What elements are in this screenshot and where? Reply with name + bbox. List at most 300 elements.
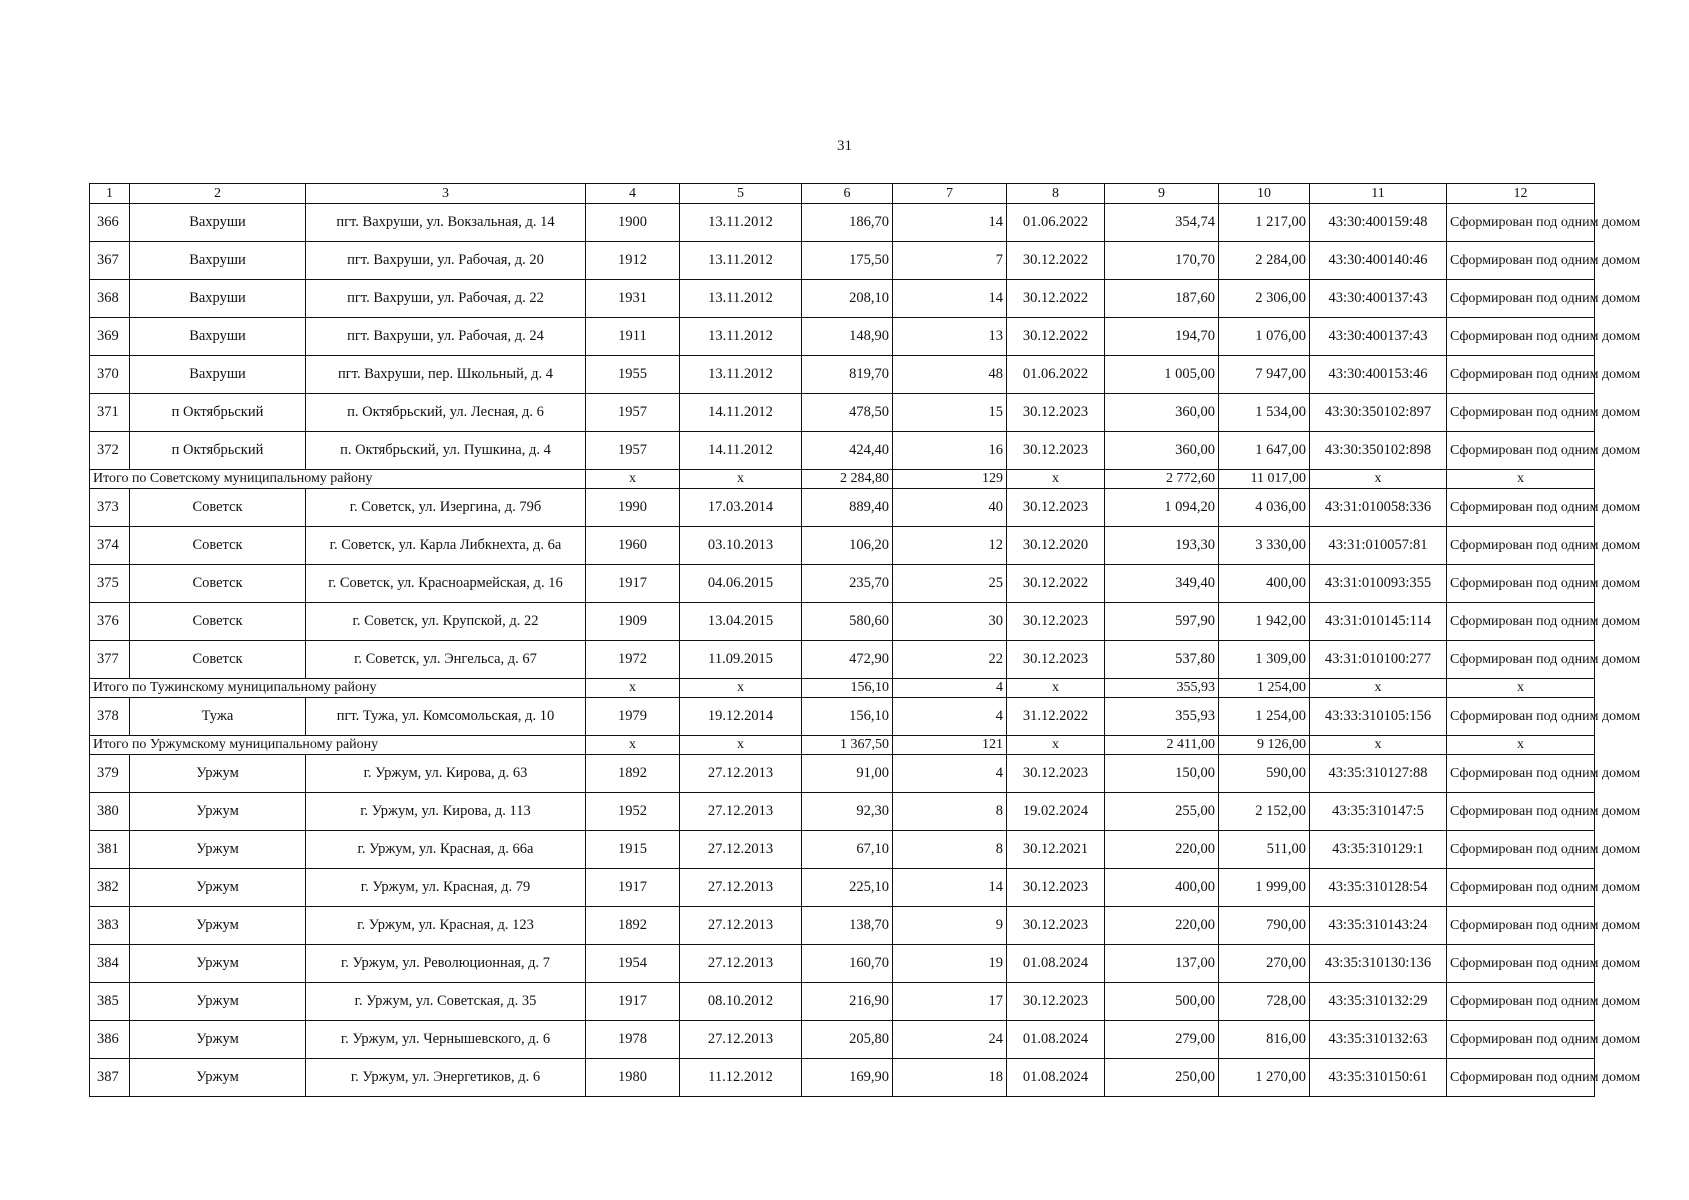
table-cell: 43:30:350102:897	[1310, 394, 1447, 432]
status-cell: Сформирован под одним домом	[1447, 432, 1595, 470]
table-cell: 2 284,00	[1219, 242, 1310, 280]
table-cell: 1912	[586, 242, 680, 280]
status-cell: Сформирован под одним домом	[1447, 565, 1595, 603]
table-cell: 1931	[586, 280, 680, 318]
table-row	[90, 565, 1595, 603]
table-cell: 1892	[586, 907, 680, 945]
table-cell: 27.12.2013	[680, 1021, 802, 1059]
total-cell: х	[586, 470, 680, 489]
table-cell: 511,00	[1219, 831, 1310, 869]
table-cell: 1979	[586, 698, 680, 736]
column-header: 12	[1447, 184, 1595, 204]
table-cell: 43:31:010058:336	[1310, 489, 1447, 527]
table-row	[90, 242, 1595, 280]
table-cell: 30.12.2023	[1007, 907, 1105, 945]
table-cell: 67,10	[802, 831, 893, 869]
table-cell: 1 942,00	[1219, 603, 1310, 641]
table-cell: 8	[893, 793, 1007, 831]
table-cell: 376	[90, 603, 130, 641]
table-cell: 478,50	[802, 394, 893, 432]
status-cell: Сформирован под одним домом	[1447, 945, 1595, 983]
table-cell: 30.12.2022	[1007, 565, 1105, 603]
table-cell: 1978	[586, 1021, 680, 1059]
table-cell: 208,10	[802, 280, 893, 318]
table-cell: 1 534,00	[1219, 394, 1310, 432]
table-cell: Советск	[130, 641, 306, 679]
table-row	[90, 394, 1595, 432]
table-cell: 43:35:310147:5	[1310, 793, 1447, 831]
table-cell: 3 330,00	[1219, 527, 1310, 565]
table-cell: 1 999,00	[1219, 869, 1310, 907]
table-cell: 1972	[586, 641, 680, 679]
total-cell: 2 284,80	[802, 470, 893, 489]
table-cell: 186,70	[802, 204, 893, 242]
table-cell: 1 076,00	[1219, 318, 1310, 356]
table-cell: 819,70	[802, 356, 893, 394]
table-cell: 43:31:010100:277	[1310, 641, 1447, 679]
table-cell: 366	[90, 204, 130, 242]
table-cell: 01.08.2024	[1007, 1059, 1105, 1097]
table-cell: 4	[893, 698, 1007, 736]
table-cell: 30.12.2023	[1007, 489, 1105, 527]
table-cell: 91,00	[802, 755, 893, 793]
table-cell: 1 270,00	[1219, 1059, 1310, 1097]
table-cell: 43:30:350102:898	[1310, 432, 1447, 470]
table-cell: 349,40	[1105, 565, 1219, 603]
table-cell: 43:30:400137:43	[1310, 280, 1447, 318]
table-row	[90, 907, 1595, 945]
table-cell: 597,90	[1105, 603, 1219, 641]
table-cell: 250,00	[1105, 1059, 1219, 1097]
table-row	[90, 793, 1595, 831]
table-cell: г. Уржум, ул. Кирова, д. 113	[306, 793, 586, 831]
table-cell: Советск	[130, 527, 306, 565]
table-cell: 380	[90, 793, 130, 831]
table-cell: 187,60	[1105, 280, 1219, 318]
table-cell: 370	[90, 356, 130, 394]
table-cell: 385	[90, 983, 130, 1021]
table-cell: 1 647,00	[1219, 432, 1310, 470]
table-row	[90, 641, 1595, 679]
table-cell: 1 005,00	[1105, 356, 1219, 394]
table-cell: п. Октябрьский, ул. Лесная, д. 6	[306, 394, 586, 432]
column-header: 3	[306, 184, 586, 204]
table-cell: 01.06.2022	[1007, 204, 1105, 242]
table-cell: пгт. Вахруши, ул. Рабочая, д. 22	[306, 280, 586, 318]
table-cell: 13.11.2012	[680, 356, 802, 394]
table-cell: г. Советск, ул. Изергина, д. 79б	[306, 489, 586, 527]
table-cell: 11.12.2012	[680, 1059, 802, 1097]
table-cell: 04.06.2015	[680, 565, 802, 603]
total-cell: х	[680, 736, 802, 755]
district-total-label: Итого по Советскому муниципальному району	[90, 470, 586, 489]
table-cell: 14	[893, 204, 1007, 242]
total-cell: х	[1007, 736, 1105, 755]
table-cell: Уржум	[130, 755, 306, 793]
status-cell: Сформирован под одним домом	[1447, 356, 1595, 394]
total-cell: х	[1447, 736, 1595, 755]
table-cell: пгт. Вахруши, ул. Рабочая, д. 24	[306, 318, 586, 356]
table-cell: Советск	[130, 565, 306, 603]
status-cell: Сформирован под одним домом	[1447, 641, 1595, 679]
table-cell: 25	[893, 565, 1007, 603]
table-cell: 1955	[586, 356, 680, 394]
table-cell: 17.03.2014	[680, 489, 802, 527]
table-cell: Уржум	[130, 831, 306, 869]
table-cell: 1909	[586, 603, 680, 641]
table-cell: 1 254,00	[1219, 698, 1310, 736]
table-row	[90, 831, 1595, 869]
table-cell: 371	[90, 394, 130, 432]
table-cell: 14.11.2012	[680, 432, 802, 470]
table-cell: 13.11.2012	[680, 204, 802, 242]
table-body	[90, 184, 1641, 1097]
table-row	[90, 1021, 1595, 1059]
table-cell: 19.12.2014	[680, 698, 802, 736]
table-cell: 30.12.2023	[1007, 755, 1105, 793]
status-cell: Сформирован под одним домом	[1447, 869, 1595, 907]
total-cell: 4	[893, 679, 1007, 698]
column-header: 6	[802, 184, 893, 204]
table-cell: 43:31:010057:81	[1310, 527, 1447, 565]
total-cell: 2 411,00	[1105, 736, 1219, 755]
table-cell: 160,70	[802, 945, 893, 983]
table-cell: 30.12.2023	[1007, 394, 1105, 432]
table-cell: 30.12.2023	[1007, 603, 1105, 641]
table-row	[90, 603, 1595, 641]
table-cell: 18	[893, 1059, 1007, 1097]
table-cell: г. Уржум, ул. Революционная, д. 7	[306, 945, 586, 983]
table-cell: 43:35:310132:63	[1310, 1021, 1447, 1059]
table-cell: Вахруши	[130, 204, 306, 242]
table-row	[90, 869, 1595, 907]
table-cell: 17	[893, 983, 1007, 1021]
table-cell: Советск	[130, 489, 306, 527]
table-cell: 537,80	[1105, 641, 1219, 679]
table-cell: 372	[90, 432, 130, 470]
table-cell: 27.12.2013	[680, 945, 802, 983]
table-cell: 472,90	[802, 641, 893, 679]
column-header: 11	[1310, 184, 1447, 204]
table-cell: 1957	[586, 432, 680, 470]
table-row	[90, 280, 1595, 318]
table-cell: 16	[893, 432, 1007, 470]
table-cell: 1952	[586, 793, 680, 831]
table-cell: 14.11.2012	[680, 394, 802, 432]
table-cell: 354,74	[1105, 204, 1219, 242]
table-cell: 01.08.2024	[1007, 945, 1105, 983]
table-cell: г. Советск, ул. Энгельса, д. 67	[306, 641, 586, 679]
column-header: 4	[586, 184, 680, 204]
total-cell: х	[1447, 470, 1595, 489]
total-cell: х	[586, 736, 680, 755]
table-cell: 378	[90, 698, 130, 736]
table-cell: 1954	[586, 945, 680, 983]
table-cell: 137,00	[1105, 945, 1219, 983]
total-cell: х	[1310, 679, 1447, 698]
table-cell: 43:30:400137:43	[1310, 318, 1447, 356]
total-cell: 129	[893, 470, 1007, 489]
table-cell: г. Уржум, ул. Кирова, д. 63	[306, 755, 586, 793]
table-cell: 14	[893, 280, 1007, 318]
table-cell: 03.10.2013	[680, 527, 802, 565]
table-cell: 43:31:010145:114	[1310, 603, 1447, 641]
district-total-row	[90, 679, 1595, 698]
table-cell: 1911	[586, 318, 680, 356]
status-cell: Сформирован под одним домом	[1447, 280, 1595, 318]
table-cell: 43:30:400140:46	[1310, 242, 1447, 280]
status-cell: Сформирован под одним домом	[1447, 204, 1595, 242]
status-cell: Сформирован под одним домом	[1447, 907, 1595, 945]
table-cell: 386	[90, 1021, 130, 1059]
table-cell: 30.12.2023	[1007, 641, 1105, 679]
table-cell: 235,70	[802, 565, 893, 603]
table-cell: п Октябрьский	[130, 432, 306, 470]
district-total-label: Итого по Уржумскому муниципальному району	[90, 736, 586, 755]
table-cell: 367	[90, 242, 130, 280]
table-cell: 255,00	[1105, 793, 1219, 831]
table-cell: 11.09.2015	[680, 641, 802, 679]
status-cell: Сформирован под одним домом	[1447, 527, 1595, 565]
column-header: 9	[1105, 184, 1219, 204]
table-cell: 43:31:010093:355	[1310, 565, 1447, 603]
table-row	[90, 1059, 1595, 1097]
total-cell: 1 367,50	[802, 736, 893, 755]
table-cell: Уржум	[130, 869, 306, 907]
table-cell: 374	[90, 527, 130, 565]
table-cell: 92,30	[802, 793, 893, 831]
table-cell: 205,80	[802, 1021, 893, 1059]
total-cell: 9 126,00	[1219, 736, 1310, 755]
table-cell: 2 152,00	[1219, 793, 1310, 831]
table-cell: Вахруши	[130, 356, 306, 394]
status-cell: Сформирован под одним домом	[1447, 1021, 1595, 1059]
total-cell: 156,10	[802, 679, 893, 698]
table-cell: 379	[90, 755, 130, 793]
total-cell: х	[586, 679, 680, 698]
table-cell: 43:30:400159:48	[1310, 204, 1447, 242]
table-cell: 216,90	[802, 983, 893, 1021]
table-cell: 889,40	[802, 489, 893, 527]
table-cell: 170,70	[1105, 242, 1219, 280]
table-cell: г. Уржум, ул. Чернышевского, д. 6	[306, 1021, 586, 1059]
district-total-row	[90, 470, 1595, 489]
total-cell: х	[1310, 736, 1447, 755]
table-cell: 8	[893, 831, 1007, 869]
table-cell: 43:35:310130:136	[1310, 945, 1447, 983]
column-header: 5	[680, 184, 802, 204]
table-cell: 30	[893, 603, 1007, 641]
total-cell: 355,93	[1105, 679, 1219, 698]
table-cell: Советск	[130, 603, 306, 641]
table-cell: 43:35:310150:61	[1310, 1059, 1447, 1097]
table-cell: 387	[90, 1059, 130, 1097]
table-cell: 27.12.2013	[680, 755, 802, 793]
table-cell: 1917	[586, 983, 680, 1021]
table-cell: г. Уржум, ул. Энергетиков, д. 6	[306, 1059, 586, 1097]
total-cell: х	[680, 679, 802, 698]
table-cell: 1960	[586, 527, 680, 565]
table-row	[90, 755, 1595, 793]
table-cell: 13.11.2012	[680, 242, 802, 280]
table-cell: 1900	[586, 204, 680, 242]
status-cell: Сформирован под одним домом	[1447, 489, 1595, 527]
table-cell: 383	[90, 907, 130, 945]
column-header: 10	[1219, 184, 1310, 204]
status-cell: Сформирован под одним домом	[1447, 394, 1595, 432]
table-cell: 1 094,20	[1105, 489, 1219, 527]
district-total-label: Итого по Тужинскому муниципальному району	[90, 679, 586, 698]
table-cell: 48	[893, 356, 1007, 394]
table-cell: 194,70	[1105, 318, 1219, 356]
table-cell: 384	[90, 945, 130, 983]
table-cell: Вахруши	[130, 318, 306, 356]
table-cell: 27.12.2013	[680, 907, 802, 945]
total-cell: х	[1007, 470, 1105, 489]
table-cell: г. Советск, ул. Красноармейская, д. 16	[306, 565, 586, 603]
table-cell: Вахруши	[130, 280, 306, 318]
table-cell: 4	[893, 755, 1007, 793]
table-cell: 27.12.2013	[680, 869, 802, 907]
table-cell: 590,00	[1219, 755, 1310, 793]
table-cell: 7	[893, 242, 1007, 280]
table-cell: 377	[90, 641, 130, 679]
table-cell: 369	[90, 318, 130, 356]
column-header: 7	[893, 184, 1007, 204]
status-cell: Сформирован под одним домом	[1447, 698, 1595, 736]
table-cell: 2 306,00	[1219, 280, 1310, 318]
status-cell: Сформирован под одним домом	[1447, 983, 1595, 1021]
table-cell: п. Октябрьский, ул. Пушкина, д. 4	[306, 432, 586, 470]
table-cell: 43:30:400153:46	[1310, 356, 1447, 394]
table-cell: 373	[90, 489, 130, 527]
table-cell: 270,00	[1219, 945, 1310, 983]
table-cell: 43:35:310127:88	[1310, 755, 1447, 793]
table-cell: 30.12.2020	[1007, 527, 1105, 565]
total-cell: 11 017,00	[1219, 470, 1310, 489]
table-row	[90, 356, 1595, 394]
table-cell: 13.11.2012	[680, 280, 802, 318]
table-row	[90, 432, 1595, 470]
table-cell: 12	[893, 527, 1007, 565]
table-cell: 220,00	[1105, 907, 1219, 945]
table-row	[90, 698, 1595, 736]
table-cell: 15	[893, 394, 1007, 432]
column-header: 8	[1007, 184, 1105, 204]
table-cell: Уржум	[130, 907, 306, 945]
table-cell: 43:35:310129:1	[1310, 831, 1447, 869]
table-cell: 13.11.2012	[680, 318, 802, 356]
table-cell: 1957	[586, 394, 680, 432]
table-cell: г. Уржум, ул. Советская, д. 35	[306, 983, 586, 1021]
table-cell: 1915	[586, 831, 680, 869]
table-cell: 279,00	[1105, 1021, 1219, 1059]
table-cell: 1 309,00	[1219, 641, 1310, 679]
table-cell: 30.12.2021	[1007, 831, 1105, 869]
table-cell: 1917	[586, 869, 680, 907]
table-cell: 19	[893, 945, 1007, 983]
status-cell: Сформирован под одним домом	[1447, 831, 1595, 869]
table-row	[90, 527, 1595, 565]
table-row	[90, 983, 1595, 1021]
table-cell: 30.12.2022	[1007, 242, 1105, 280]
table-cell: 175,50	[802, 242, 893, 280]
total-cell: 2 772,60	[1105, 470, 1219, 489]
table-cell: 43:35:310132:29	[1310, 983, 1447, 1021]
table-row	[90, 204, 1595, 242]
table-cell: Уржум	[130, 945, 306, 983]
table-cell: 193,30	[1105, 527, 1219, 565]
table-cell: 150,00	[1105, 755, 1219, 793]
table-cell: 728,00	[1219, 983, 1310, 1021]
table-cell: 375	[90, 565, 130, 603]
table-cell: г. Советск, ул. Карла Либкнехта, д. 6а	[306, 527, 586, 565]
status-cell: Сформирован под одним домом	[1447, 318, 1595, 356]
table-cell: 169,90	[802, 1059, 893, 1097]
table-cell: 4 036,00	[1219, 489, 1310, 527]
table-cell: 30.12.2022	[1007, 318, 1105, 356]
table-cell: Вахруши	[130, 242, 306, 280]
table-cell: 30.12.2023	[1007, 432, 1105, 470]
table-row	[90, 318, 1595, 356]
table-cell: 08.10.2012	[680, 983, 802, 1021]
table-cell: 360,00	[1105, 394, 1219, 432]
table-cell: п Октябрьский	[130, 394, 306, 432]
table-cell: 400,00	[1219, 565, 1310, 603]
district-total-row	[90, 736, 1595, 755]
table-cell: г. Советск, ул. Крупской, д. 22	[306, 603, 586, 641]
table-cell: 24	[893, 1021, 1007, 1059]
table-cell: 27.12.2013	[680, 831, 802, 869]
status-cell: Сформирован под одним домом	[1447, 793, 1595, 831]
status-cell: Сформирован под одним домом	[1447, 755, 1595, 793]
table-cell: 382	[90, 869, 130, 907]
table-cell: 40	[893, 489, 1007, 527]
status-cell: Сформирован под одним домом	[1447, 1059, 1595, 1097]
table-cell: пгт. Вахруши, пер. Школьный, д. 4	[306, 356, 586, 394]
table-cell: 138,70	[802, 907, 893, 945]
table-cell: 1892	[586, 755, 680, 793]
column-header: 1	[90, 184, 130, 204]
table-cell: 360,00	[1105, 432, 1219, 470]
table-cell: 1980	[586, 1059, 680, 1097]
table-cell: Уржум	[130, 1059, 306, 1097]
column-header: 2	[130, 184, 306, 204]
table-cell: 1917	[586, 565, 680, 603]
table-cell: Тужа	[130, 698, 306, 736]
table-cell: 43:35:310128:54	[1310, 869, 1447, 907]
page-number: 31	[837, 138, 852, 154]
total-cell: х	[1007, 679, 1105, 698]
table-cell: 500,00	[1105, 983, 1219, 1021]
table-cell: пгт. Вахруши, ул. Вокзальная, д. 14	[306, 204, 586, 242]
table-cell: 19.02.2024	[1007, 793, 1105, 831]
column-header-row	[90, 184, 1595, 204]
table-cell: 01.08.2024	[1007, 1021, 1105, 1059]
total-cell: 1 254,00	[1219, 679, 1310, 698]
total-cell: х	[1310, 470, 1447, 489]
table-cell: Уржум	[130, 983, 306, 1021]
table-cell: пгт. Вахруши, ул. Рабочая, д. 20	[306, 242, 586, 280]
table-cell: г. Уржум, ул. Красная, д. 79	[306, 869, 586, 907]
table-cell: 400,00	[1105, 869, 1219, 907]
table-cell: г. Уржум, ул. Красная, д. 123	[306, 907, 586, 945]
table-cell: 790,00	[1219, 907, 1310, 945]
table-cell: 148,90	[802, 318, 893, 356]
table-cell: 27.12.2013	[680, 793, 802, 831]
table-cell: 106,20	[802, 527, 893, 565]
table-cell: 1 217,00	[1219, 204, 1310, 242]
